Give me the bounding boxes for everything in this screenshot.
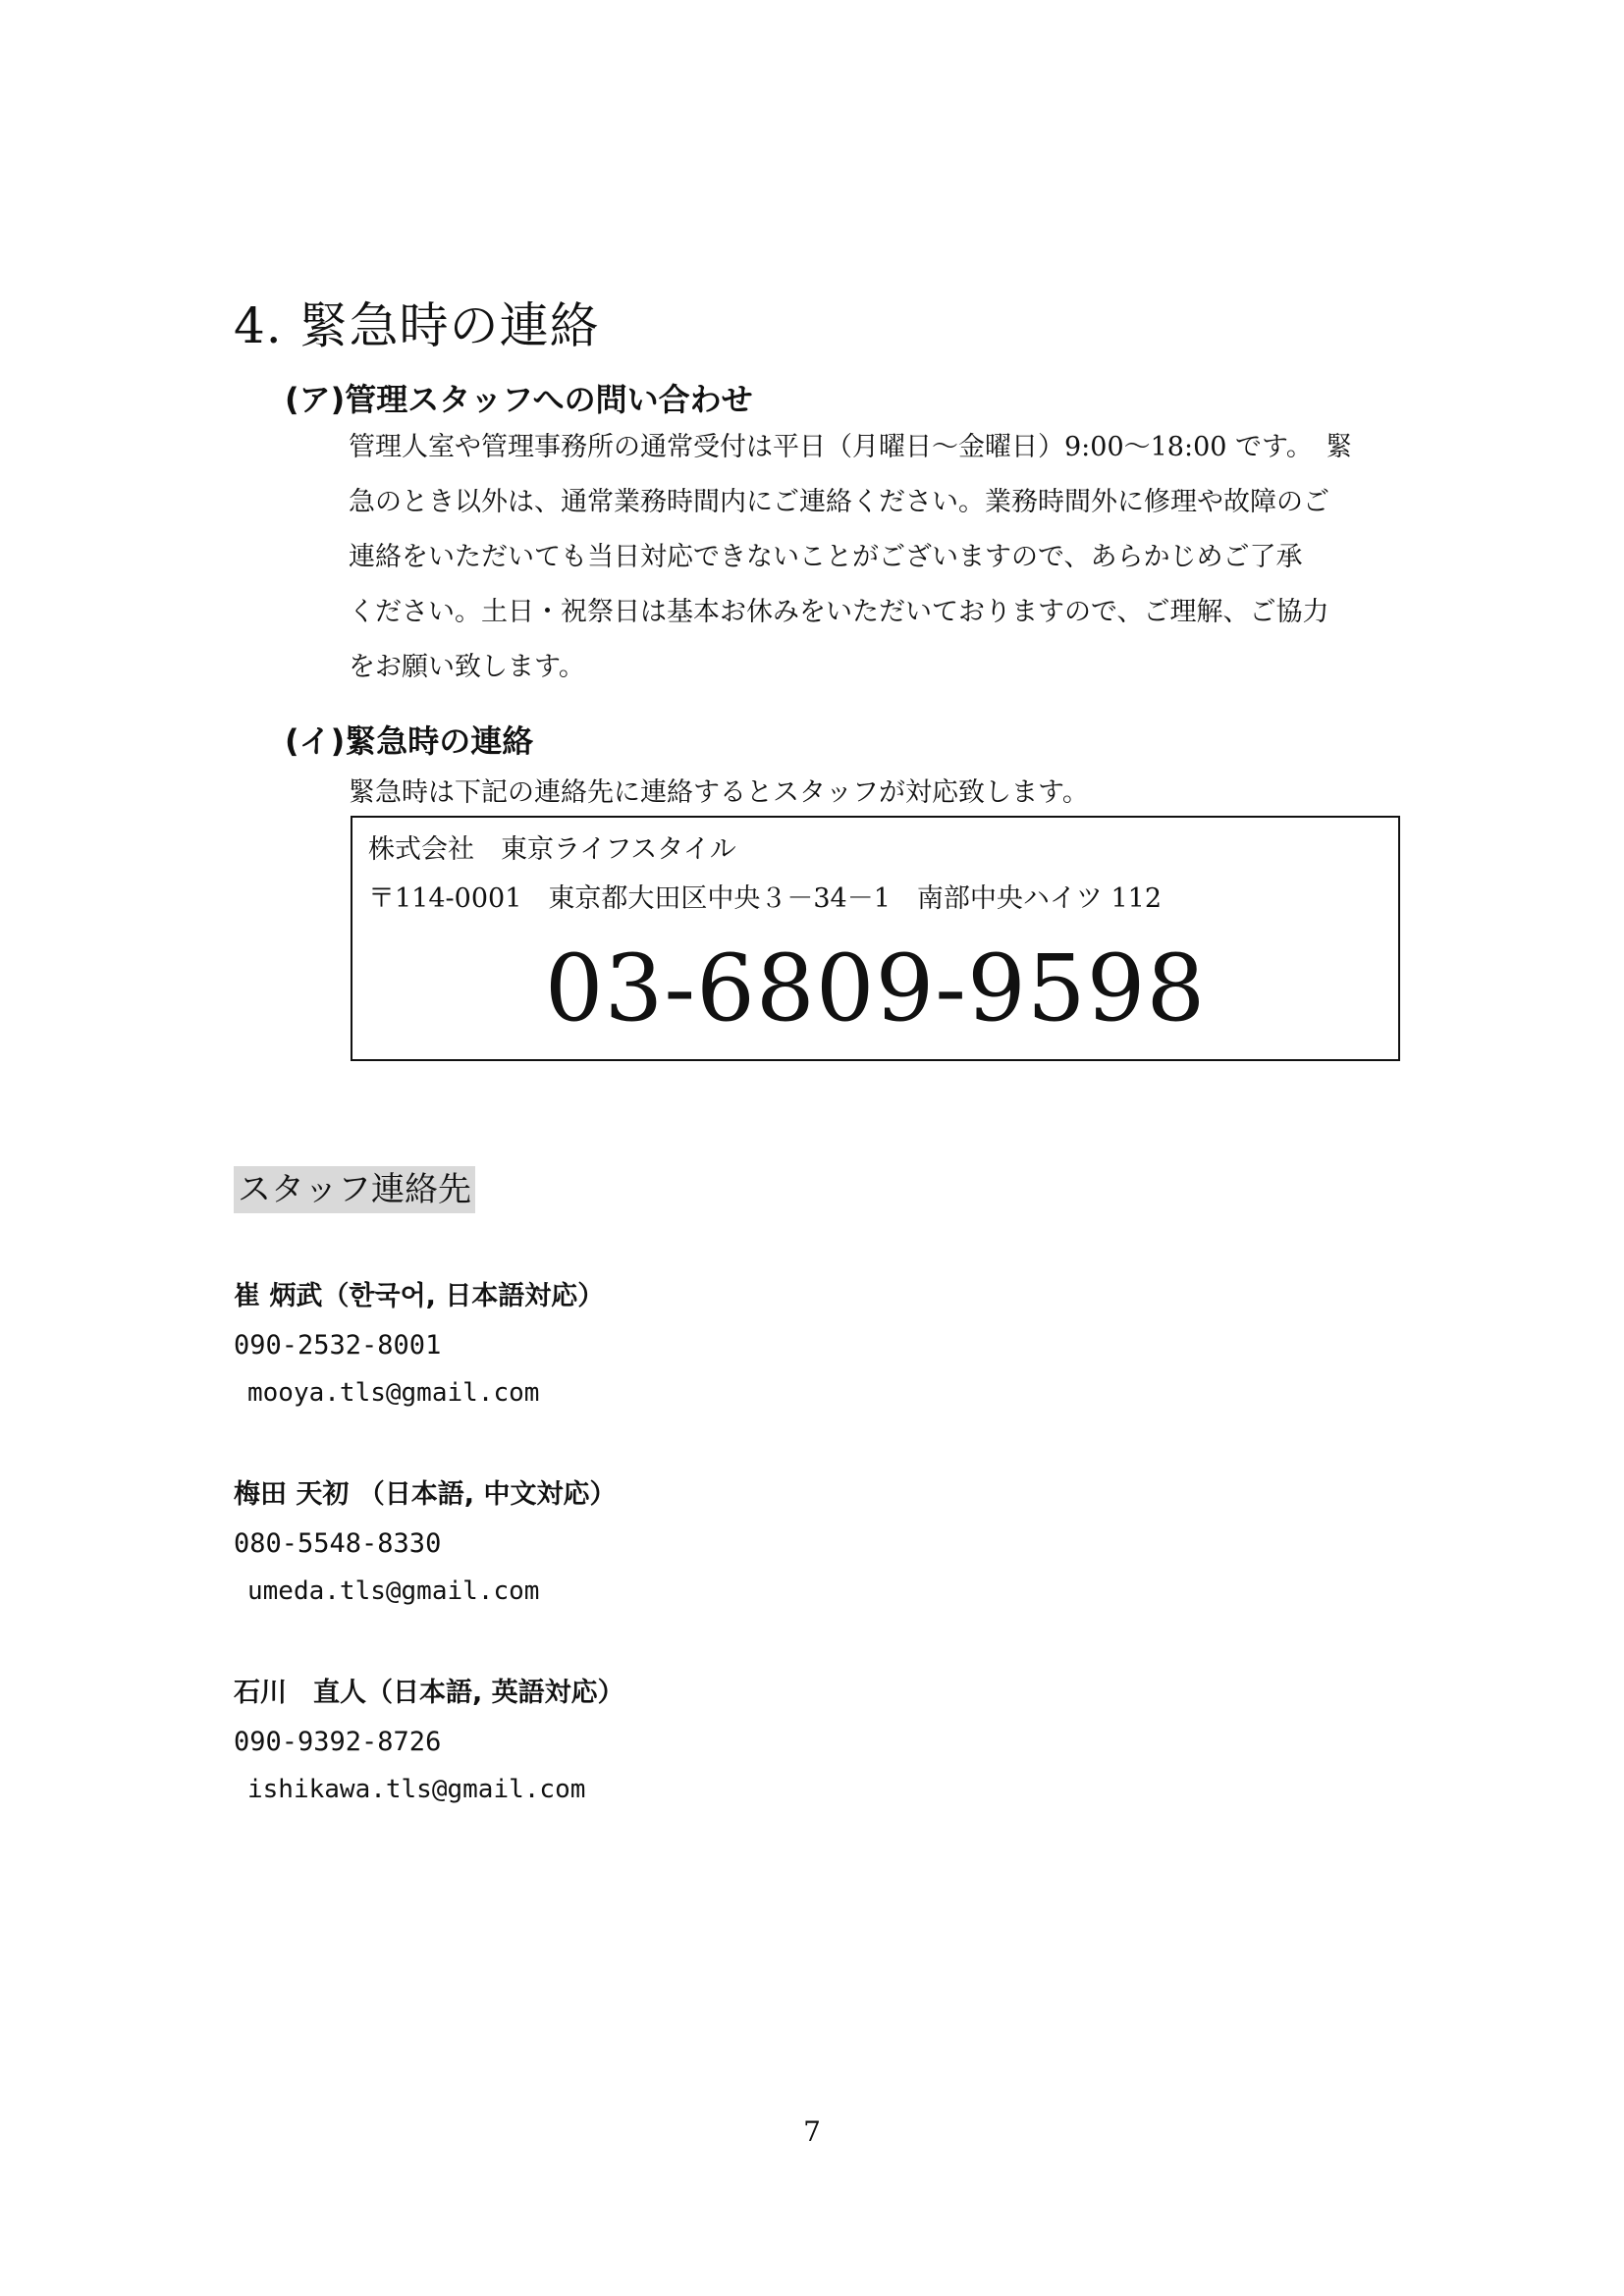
staff-email: umeda.tls@gmail.com: [247, 1576, 540, 1606]
staff-contacts-heading: スタッフ連絡先: [234, 1166, 475, 1213]
staff-name: 梅田 天初 （日本語, 中文対応）: [234, 1479, 617, 1510]
staff-name: 崔 炳武（한국어, 日本語対応）: [234, 1281, 605, 1311]
company-name: 株式会社 東京ライフスタイル: [368, 834, 736, 865]
paragraph-line: 急のとき以外は、通常業務時間内にご連絡ください。業務時間外に修理や故障のご: [349, 487, 1329, 517]
staff-phone: 090-2532-8001: [234, 1330, 442, 1361]
emergency-phone-number: 03-6809-9598: [544, 935, 1207, 1042]
office-hours-paragraph: [349, 420, 1409, 695]
staff-entry: [234, 1472, 616, 1606]
staff-name: 石川 直人（日本語, 英語対応）: [234, 1678, 624, 1708]
company-address: 〒114-0001 東京都大田区中央３－34－1 南部中央ハイツ 112: [368, 883, 1163, 914]
section-title: 4. 緊急時の連絡: [234, 297, 600, 354]
paragraph-line: をお願い致します。: [349, 652, 585, 682]
emergency-contact-box: [351, 816, 1400, 1061]
paragraph-line: ください。土日・祝祭日は基本お休みをいただいておりますので、ご理解、ご協力: [349, 597, 1329, 627]
paragraph-line: 連絡をいただいても当日対応できないことがございますので、あらかじめご了承: [349, 542, 1303, 572]
subsection-b-title: (イ)緊急時の連絡: [285, 722, 534, 760]
emergency-intro: 緊急時は下記の連絡先に連絡するとスタッフが対応致します。: [349, 777, 1089, 808]
paragraph-line: 管理人室や管理事務所の通常受付は平日（月曜日～金曜日）9:00～18:00 です。 緊: [349, 432, 1353, 462]
subsection-a-title: (ア)管理スタッフへの問い合わせ: [285, 381, 753, 418]
staff-entry: [234, 1671, 624, 1804]
staff-entry: [234, 1274, 604, 1408]
staff-email: mooya.tls@gmail.com: [247, 1378, 540, 1408]
page-number: 7: [803, 2115, 821, 2148]
staff-phone: 080-5548-8330: [234, 1528, 442, 1559]
staff-phone: 090-9392-8726: [234, 1727, 442, 1757]
staff-email: ishikawa.tls@gmail.com: [247, 1775, 586, 1804]
